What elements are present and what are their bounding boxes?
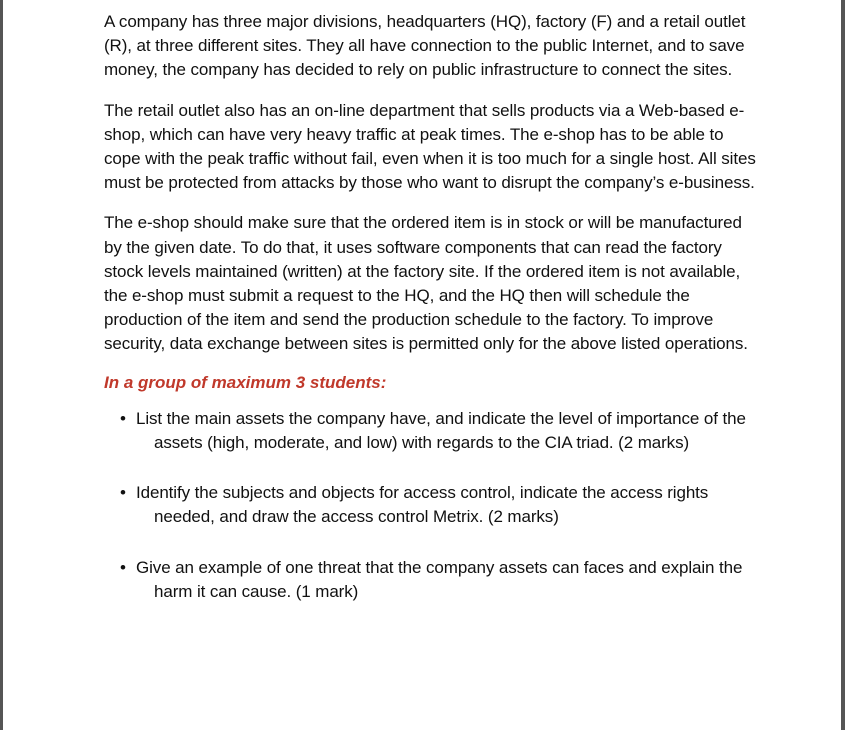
task-item-threat bbox=[104, 556, 764, 605]
paragraph-data-exchange: The e-shop should make sure that the ordered item is in stock or will be manufactured by the given date. To do that, it uses software components that can read the factory stock levels maintained (written) at the factory site. If the ordered item is not available, the e-shop must submit a request to the HQ, and the HQ then will schedule the production of the item and send the production schedule to the factory. To improve security, data exchange between sites is permitted only for the above listed operations. bbox=[104, 213, 748, 354]
bullet-icon: • bbox=[120, 408, 126, 428]
task-item-access-control bbox=[104, 481, 764, 530]
group-instructions-heading: In a group of maximum 3 students: bbox=[104, 372, 387, 392]
task-item-assets bbox=[104, 407, 764, 456]
task-text: Give an example of one threat that the company assets can faces and explain the harm it can cause. (1 mark) bbox=[136, 557, 743, 602]
page-left-border bbox=[0, 0, 3, 730]
task-text: List the main assets the company have, and indicate the level of importance of the assets (high, moderate, and low) with regards to the CIA triad. (2 marks) bbox=[136, 408, 746, 453]
page-right-border bbox=[841, 0, 845, 730]
paragraph-eshop-requirements: The retail outlet also has an on-line department that sells products via a Web-based e-shop, which can have very heavy traffic at peak times. The e-shop has to be able to cope with the peak traffic without fail, even when it is too much for a single host. All sites must be protected from attacks by those who want to disrupt the company’s e-business. bbox=[104, 100, 756, 193]
bullet-icon: • bbox=[120, 557, 126, 577]
task-text: Identify the subjects and objects for access control, indicate the access rights needed, and draw the access control Metrix. (2 marks) bbox=[136, 482, 709, 527]
task-list bbox=[104, 407, 764, 605]
bullet-icon: • bbox=[120, 482, 126, 502]
document-page bbox=[104, 10, 764, 605]
paragraph-company-overview: A company has three major divisions, headquarters (HQ), factory (F) and a retail outlet (R), at three different sites. They all have connection to the public Internet, and to save money, the company has decided to rely on public infrastructure to connect the sites. bbox=[104, 12, 746, 80]
